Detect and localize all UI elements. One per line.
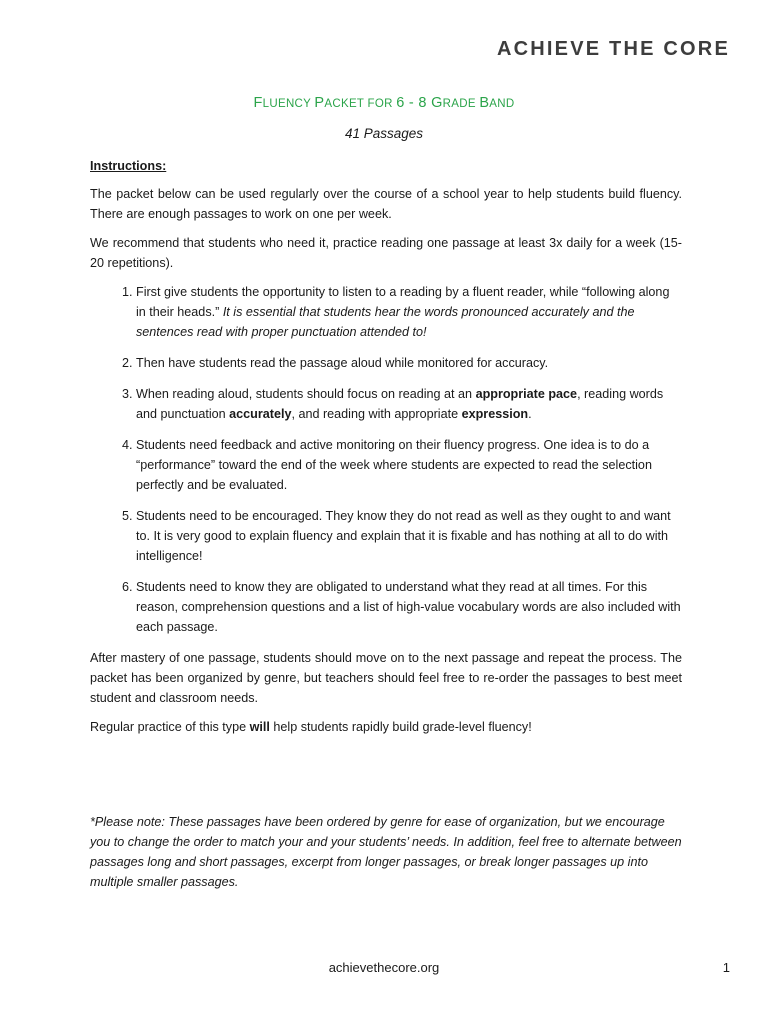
step-item: [136, 435, 682, 495]
step-item: [136, 577, 682, 637]
title-smallcaps: RADE: [442, 98, 480, 110]
brand-logo: ACHIEVE THE CORE: [496, 38, 730, 60]
step-text: When reading aloud, students should focus on reading at an: [136, 387, 476, 401]
step-text: Students need feedback and active monitoring on their fluency progress. One idea is to do a “performance” toward the end of the week where students are expected to read the selection perfectly and be evaluated.: [136, 438, 652, 492]
title-smallcaps: LUENCY: [262, 98, 315, 110]
step-bold: accurately: [229, 407, 292, 421]
intro-paragraph: The packet below can be used regularly over the course of a school year to help students build fluency. There are enough passages to work on one per week.: [90, 187, 682, 221]
footer-url: achievethecore.org: [328, 960, 440, 975]
step-bold: appropriate pace: [475, 387, 578, 401]
step-emphasis: It is essential that students hear the words pronounced accurately and the sentences read with proper punctuation attended to!: [136, 305, 635, 339]
title-grades: 6 - 8: [396, 95, 432, 111]
title-smallcaps: ACKET FOR: [324, 98, 397, 110]
document-title: [0, 95, 768, 111]
document-body: [90, 156, 682, 892]
step-text: First give students the opportunity to listen to a reading by a fluent reader, while “following along in their heads.”: [136, 285, 670, 319]
note-paragraph: *Please note: These passages have been ordered by genre for ease of organization, but we encourage you to change the order to match your and your students’ needs. In addition, feel free to alternate between passages long and short passages, excerpt from longer passages, or break longer passages up into multiple smaller passages.: [90, 815, 682, 889]
intro-paragraph: We recommend that students who need it, practice reading one passage at least 3x daily for a week (15-20 repetitions).: [90, 236, 682, 270]
step-text: Then have students read the passage aloud while monitored for accuracy.: [136, 356, 549, 370]
practice-bold: will: [249, 720, 270, 734]
document-subtitle: 41 Passages: [344, 126, 424, 141]
title-char: G: [431, 95, 443, 111]
practice-text: Regular practice of this type: [90, 720, 250, 734]
title-char: P: [314, 95, 325, 111]
instructions-heading: Instructions:: [90, 159, 167, 173]
step-item: [136, 384, 682, 424]
step-text: , and reading with appropriate: [291, 407, 462, 421]
title-char: B: [479, 95, 490, 111]
title-char: F: [253, 95, 263, 111]
spacer: [90, 746, 682, 812]
after-paragraph: After mastery of one passage, students should move on to the next passage and repeat the process. The packet has been organized by genre, but teachers should feel free to re-order the passages to best meet student and classroom needs.: [90, 651, 682, 705]
step-bold: expression: [461, 407, 529, 421]
step-text: Students need to be encouraged. They know they do not read as well as they ought to and want to. It is very good to explain fluency and explain that it is fixable and has nothing at all to do with intelligence!: [136, 509, 671, 563]
title-smallcaps: AND: [489, 98, 515, 110]
practice-paragraph: [90, 717, 682, 737]
step-item: [136, 506, 682, 566]
instruction-steps: [90, 282, 682, 637]
practice-text: help students rapidly build grade-level fluency!: [269, 720, 532, 734]
step-text: , reading words and punctuation: [136, 387, 664, 421]
step-item: [136, 282, 682, 342]
step-item: [136, 353, 682, 373]
page-number: 1: [722, 960, 730, 975]
step-text: .: [528, 407, 532, 421]
step-text: Students need to know they are obligated to understand what they read at all times. For this reason, comprehension questions and a list of high-value vocabulary words are also included with each passage.: [136, 580, 681, 634]
